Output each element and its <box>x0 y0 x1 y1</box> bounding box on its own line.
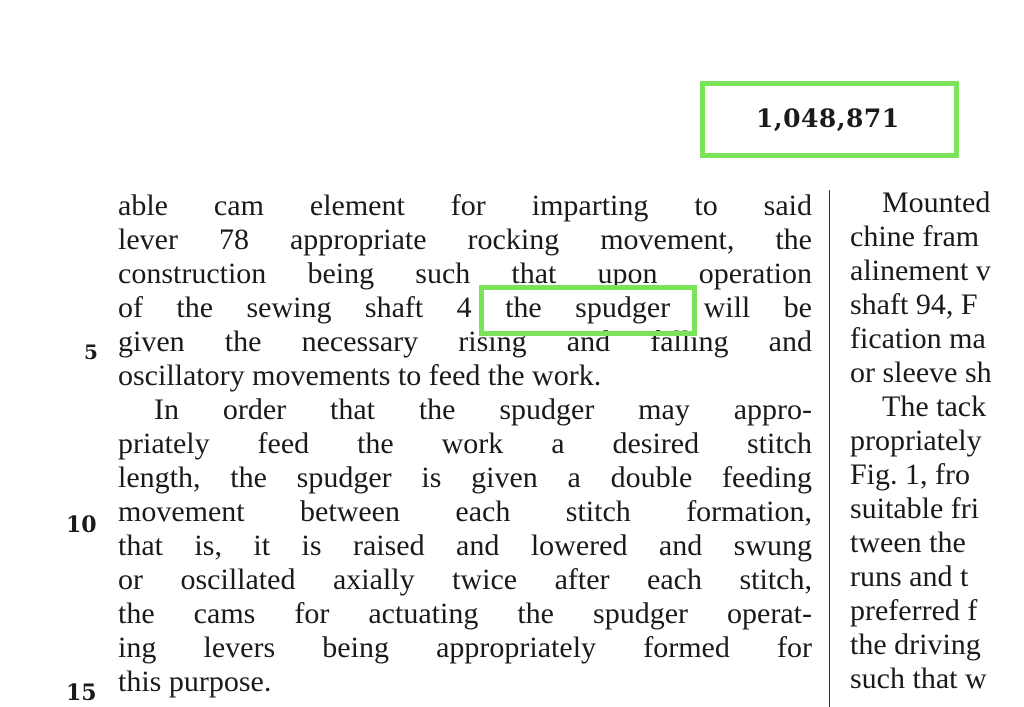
patent-number-highlight <box>700 81 959 158</box>
left-text-column <box>118 189 812 699</box>
text-line: length, the spudger is given a double feeding <box>118 461 812 494</box>
text-line: alinement v <box>850 254 991 287</box>
spudger-highlight <box>479 285 697 336</box>
text-line: the driving <box>850 628 981 661</box>
text-line: chine fram <box>850 220 980 253</box>
text-line: given the necessary rising and falling and <box>118 325 812 358</box>
text-line: runs and t <box>850 560 969 593</box>
text-line: shaft 94, F <box>850 288 978 321</box>
text-line: construction being such that upon operation <box>118 257 812 290</box>
text-line: that is, it is raised and lowered and swung <box>118 529 812 562</box>
patent-number: 1,048,871 <box>756 104 900 133</box>
line-number-10: 10 <box>66 512 97 538</box>
line-number-5: 5 <box>84 340 98 364</box>
right-text-column <box>850 186 1024 696</box>
text-line: preferred f <box>850 594 978 627</box>
text-line: able cam element for imparting to said <box>118 189 812 222</box>
text-line: such that w <box>850 662 987 695</box>
text-line: ing levers being appropriately formed for <box>118 631 812 664</box>
text-line: the cams for actuating the spudger operat- <box>118 597 812 630</box>
text-line: or oscillated axially twice after each stitch, <box>118 563 812 596</box>
text-line: fication ma <box>850 322 986 355</box>
text-line: movement between each stitch formation, <box>118 495 812 528</box>
text-line: of the sewing shaft 4 the spudger will be <box>118 291 812 324</box>
text-line: this purpose. <box>118 665 272 698</box>
text-line: lever 78 appropriate rocking movement, the <box>118 223 812 256</box>
text-line: priately feed the work a desired stitch <box>118 427 812 460</box>
text-line: suitable fri <box>850 492 980 525</box>
text-line: Mounted <box>882 186 991 219</box>
text-line: In order that the spudger may appro- <box>154 393 812 426</box>
column-divider <box>829 190 830 707</box>
line-number-15: 15 <box>66 680 97 706</box>
text-line: The tack <box>882 390 987 423</box>
text-line: oscillatory movements to feed the work. <box>118 359 602 392</box>
text-line: or sleeve sh <box>850 356 992 389</box>
text-line: tween the <box>850 526 966 559</box>
text-line: propriately <box>850 424 982 457</box>
text-line: Fig. 1, fro <box>850 458 970 491</box>
